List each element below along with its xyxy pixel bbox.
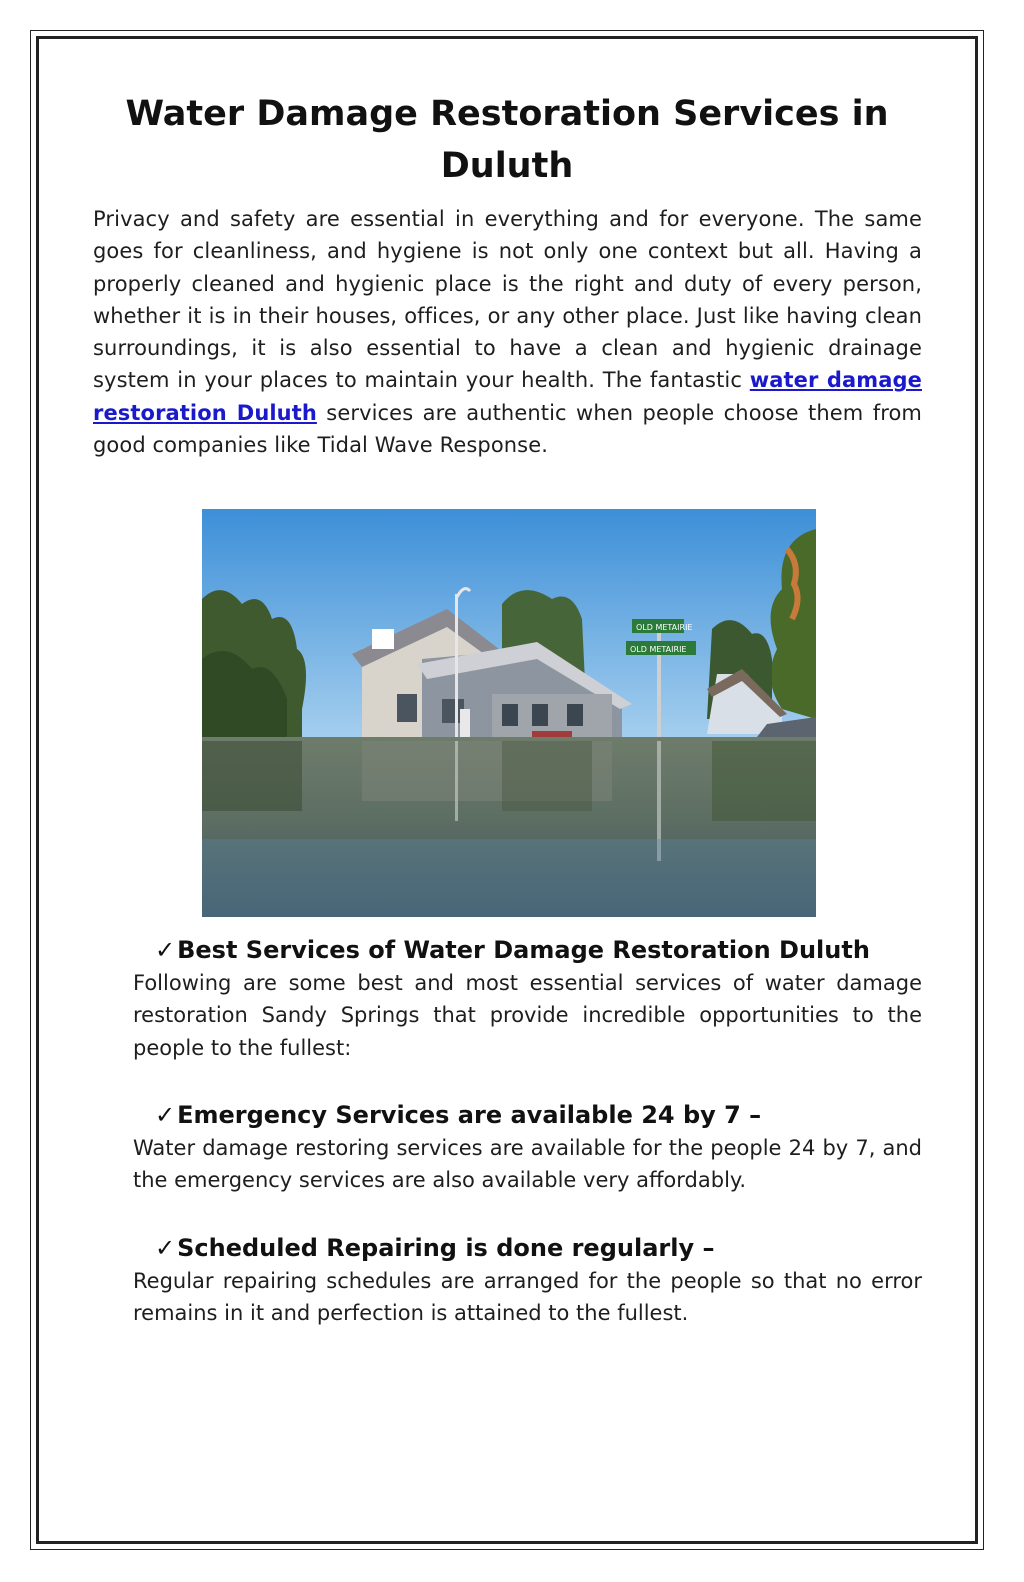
section-heading [155, 933, 922, 967]
water-damage-restoration-link[interactable]: water damage restoration Duluth [93, 368, 922, 425]
intro-text-end: services are authentic when people choose them from good companies like Tidal Wave Response. [93, 400, 922, 458]
section-heading [155, 1231, 922, 1265]
section-body: Following are some best and most essential services of water damage restoration Sandy Springs that provide incredible opportunities to the people to the fullest: [133, 971, 922, 1060]
section-heading [155, 1098, 922, 1132]
street-sign-bottom: OLD METAIRIE [630, 645, 687, 654]
heading-text: Emergency Services are available 24 by 7 – [177, 1101, 762, 1129]
intro-paragraph [93, 203, 922, 461]
checkmark-icon: ✓ [155, 1234, 176, 1262]
street-sign-top: OLD METAIRIE [636, 623, 693, 632]
flooded-neighborhood-photo [202, 509, 816, 917]
section-best-services [133, 933, 922, 1064]
checkmark-icon: ✓ [155, 936, 176, 964]
heading-text: Best Services of Water Damage Restoration Duluth [177, 936, 870, 964]
section-body: Regular repairing schedules are arranged for the people so that no error remains in it and perfection is attained to the fullest. [133, 1269, 922, 1326]
section-body: Water damage restoring services are available for the people 24 by 7, and the emergency services are also available very affordably. [133, 1136, 922, 1193]
section-emergency-services [133, 1098, 922, 1197]
section-scheduled-repairing [133, 1231, 922, 1330]
intro-text-start: Privacy and safety are essential in everything and for everyone. The same goes for cleanliness, and hygiene is not only one context but all. Having a properly cleaned and hygienic place is the right and duty of every person, whether it is in their houses, offices, or any other place. Just like having clean surroundings, it is also essential to have a clean and hygienic drainage system in your places to maintain your health. The fantastic [93, 207, 922, 393]
heading-text: Scheduled Repairing is done regularly – [177, 1234, 715, 1262]
checkmark-icon: ✓ [155, 1101, 176, 1129]
page-title: Water Damage Restoration Services in Duluth [125, 94, 889, 186]
